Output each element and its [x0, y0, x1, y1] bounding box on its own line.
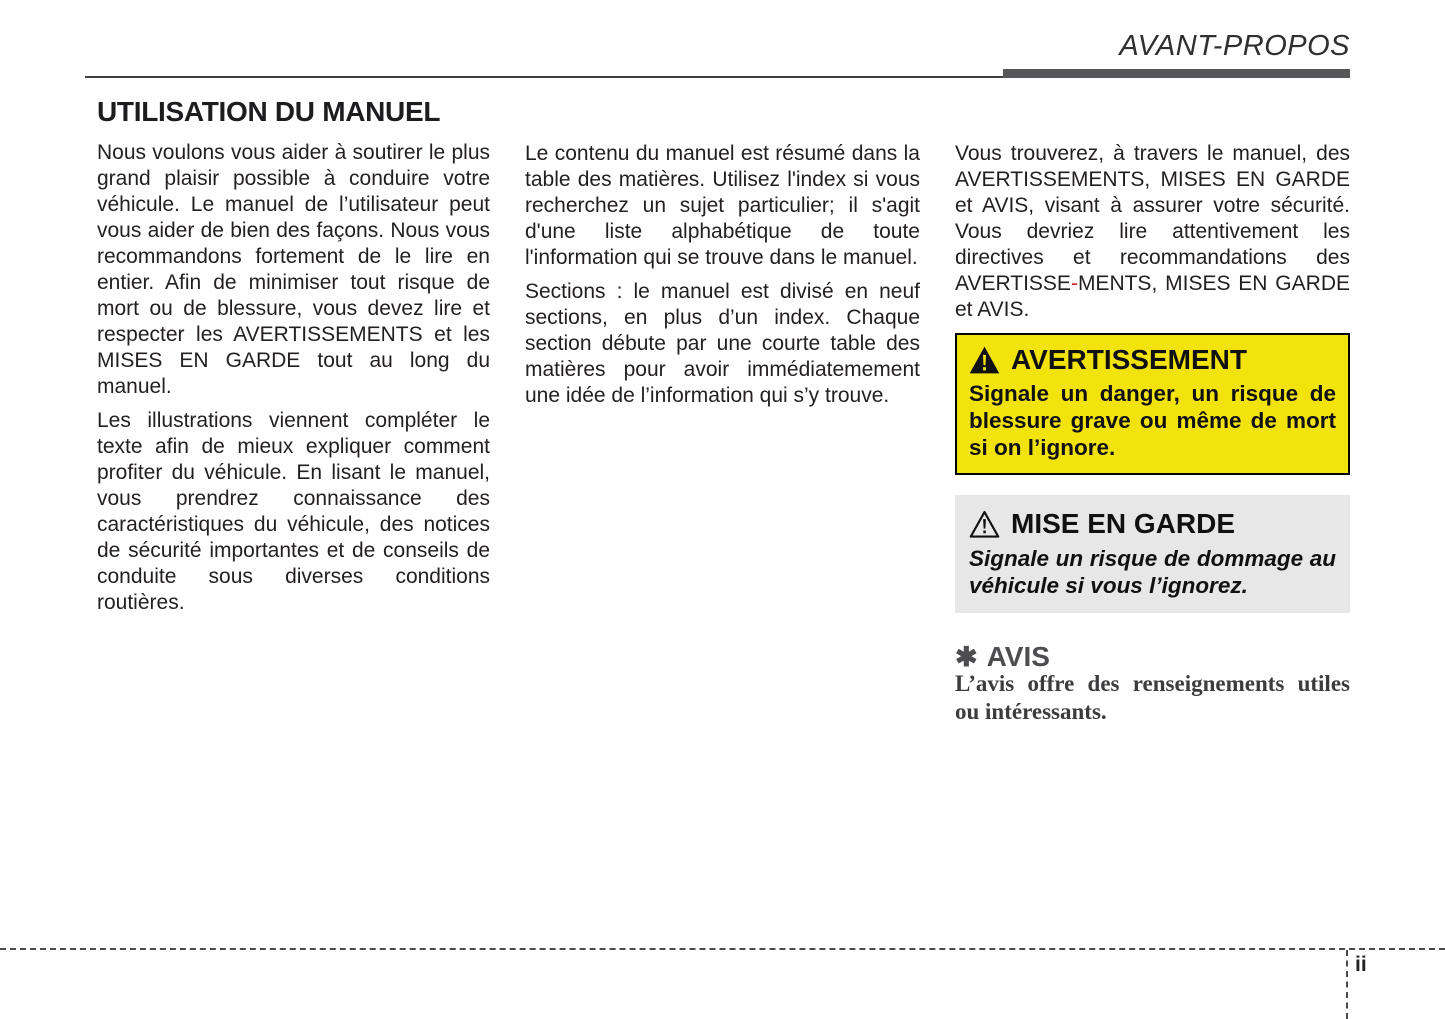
warning-triangle-filled-icon	[969, 346, 1000, 374]
warning-box-title-row	[969, 342, 1336, 378]
caution-box	[955, 495, 1350, 613]
notice-section	[955, 641, 1350, 726]
footer-dashed-line-horizontal	[0, 948, 1445, 950]
col1-paragraph-2: Les illustrations viennent compléter le texte afin de mieux expliquer comment profiter du véhicule. En lisant le manuel, vous prendrez connaissance des caractéristiques du véhicule, des notices de sécurité importantes et de conseils de conduite sous diverses conditions routières.	[97, 409, 490, 614]
column-1	[97, 97, 490, 624]
caution-box-title: MISE EN GARDE	[1011, 508, 1236, 539]
notice-body: L’avis offre des renseignements utiles ou intéressants.	[955, 671, 1350, 724]
notice-title: AVIS	[986, 641, 1050, 672]
section-title: UTILISATION DU MANUEL	[97, 96, 441, 127]
page-number: ii	[1355, 953, 1367, 976]
col2-paragraph-1: Le contenu du manuel est résumé dans la table des matières. Utilisez l'index si vous recherchez un sujet particulier; il s'agit d'une liste alphabétique de toute l'information qui se trouve dans le manuel.	[525, 142, 920, 269]
col3-paragraph-1	[955, 141, 1350, 323]
column-2	[525, 141, 920, 417]
footer-dashed-line-vertical	[1346, 950, 1348, 1019]
page-header-title: AVANT-PROPOS	[1119, 30, 1350, 62]
warning-box-title: AVERTISSEMENT	[1011, 344, 1247, 375]
red-hyphen: -	[1070, 272, 1078, 295]
col1-paragraph-1: Nous voulons vous aider à soutirer le plus grand plaisir possible à conduire votre véhicule. Le manuel de l’utilisateur peut vous aider de bien des façons. Nous vous recommandons fortement de le lire en entier. Afin de minimiser tout risque de mort ou de blessure, vous devez lire et respecter les AVERTISSEMENTS et les MISES EN GARDE tout au long du manuel.	[97, 141, 490, 398]
column-3	[955, 141, 1350, 734]
warning-triangle-outline-icon	[969, 510, 1000, 538]
notice-title-row	[955, 641, 1350, 672]
warning-box	[955, 333, 1350, 475]
col3-paragraph-text-cont: MENTS, MISES EN GARDE et AVIS.	[955, 272, 1350, 321]
col2-paragraph-2: Sections : le manuel est divisé en neuf sections, en plus d’un index. Chaque section débute par une courte table des matières pour avoir immédiatemement une idée de l’information qui s’y trouve.	[525, 280, 920, 407]
col3-paragraph-text: Vous trouverez, à travers le manuel, des AVERTISSEMENTS, MISES EN GARDE et AVIS, visant à assurer votre sécurité. Vous devriez lire attentivement les directives et recommandations des AVERTISSE	[955, 142, 1350, 295]
header-rule-thick	[1003, 69, 1350, 78]
warning-box-body: Signale un danger, un risque de blessure grave ou même de mort si on l’ignore.	[969, 381, 1336, 460]
asterisk-icon: ✱	[955, 642, 978, 672]
caution-box-body: Signale un risque de dommage au véhicule si vous l’ignorez.	[969, 546, 1336, 598]
caution-box-title-row	[969, 506, 1336, 542]
header-rule-thin	[85, 76, 1003, 78]
